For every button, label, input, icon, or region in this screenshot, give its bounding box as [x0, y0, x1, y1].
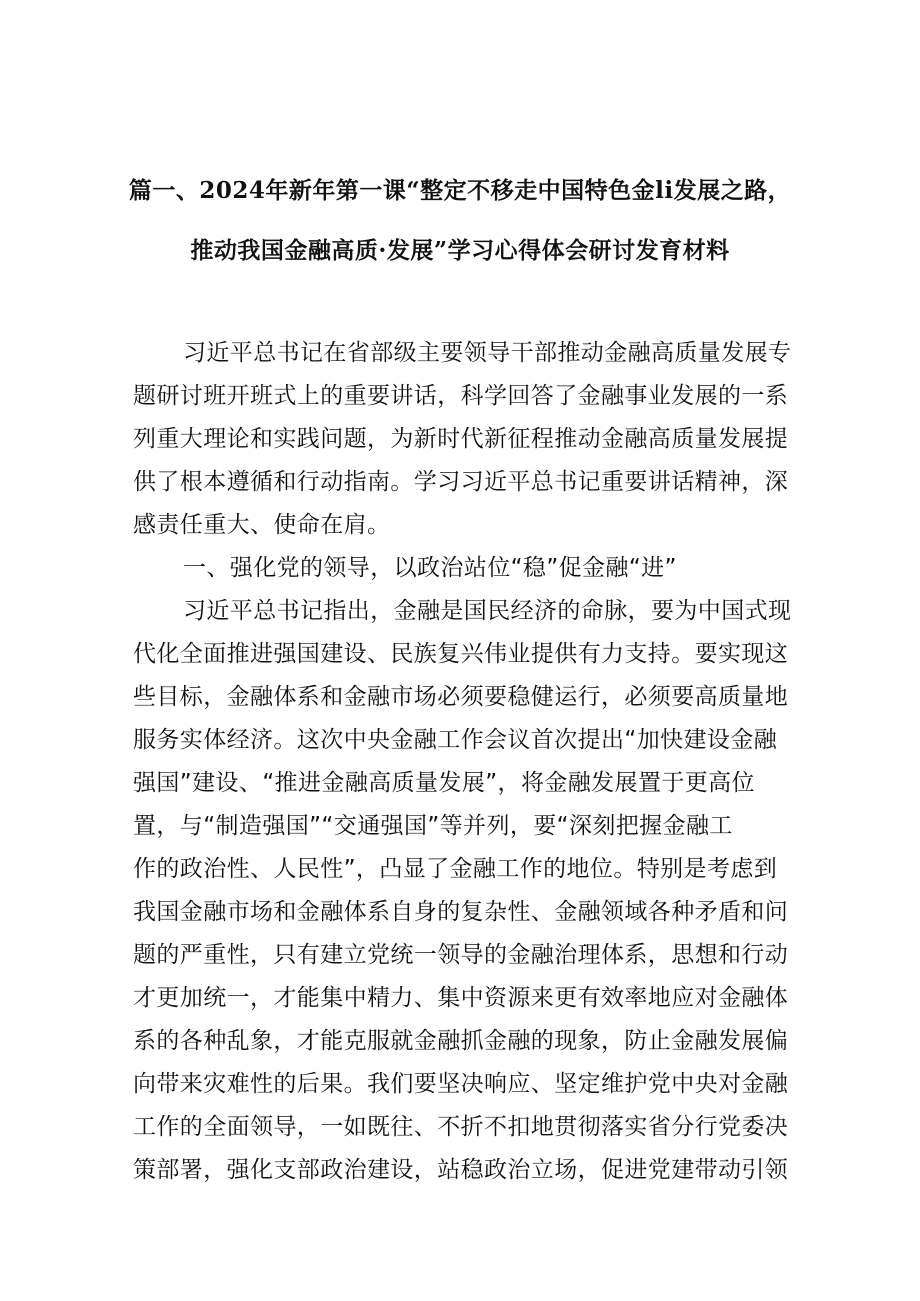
paragraph-line: 我国金融市场和金融体系自身的复杂性、金融领域各种矛盾和问 [133, 899, 789, 925]
paragraph-line: 系的各种乱象，才能克服就金融抓金融的现象，防止金融发展偏 [133, 1028, 789, 1054]
paragraph-line: 策部署，强化支部政治建设，站稳政治立场，促进党建带动引领 [133, 1157, 789, 1183]
paragraph-line: 些目标，金融体系和金融市场必须要稳健运行，必须要高质量地 [133, 684, 789, 710]
paragraph-line: 题的严重性，只有建立党统一领导的金融治理体系，思想和行动 [133, 942, 789, 968]
paragraph-line: 感责任重大、使命在肩。 [133, 512, 391, 538]
paragraph-line: 习近平总书记在省部级主要领导干部推动金融高质量发展专 [183, 340, 792, 366]
paragraph-line: 题研讨班开班式上的重要讲话，科学回答了金融事业发展的一系 [133, 383, 789, 409]
paragraph-line: 才更加统一，才能集中精力、集中资源来更有效率地应对金融体 [133, 985, 789, 1011]
paragraph-line: 服务实体经济。这次中央金融工作会议首次提出“加快建设金融 [133, 727, 778, 753]
paragraph-line: 习近平总书记指出，金融是国民经济的命脉，要为中国式现 [183, 598, 792, 624]
paragraph-line: 列重大理论和实践问题，为新时代新征程推动金融高质量发展提 [133, 426, 789, 452]
paragraph-line: 工作的全面领导，一如既往、不折不扣地贯彻落实省分行党委决 [133, 1114, 789, 1140]
document-title-line-2: 推动我国金融高质·发展”学习心得体会研讨发育材料 [190, 237, 730, 264]
paragraph-line: 向带来灾难性的后果。我们要坚决响应、坚定维护党中央对金融 [133, 1071, 789, 1097]
section-heading: 一、强化党的领导，以政治站位“稳”促金融“进” [183, 555, 677, 581]
paragraph-line: 代化全面推进强国建设、民族复兴伟业提供有力支持。要实现这 [133, 641, 789, 667]
paragraph-line: 供了根本遵循和行动指南。学习习近平总书记重要讲话精神，深 [133, 469, 789, 495]
paragraph-line: 作的政治性、人民性”，凸显了金融工作的地位。特别是考虑到 [133, 856, 778, 882]
document-title-line-1: 篇一、2024年新年第一课“整定不移走中国特色金li发展之路， [128, 177, 792, 204]
paragraph-line: 置，与“制造强国”“交通强国”等并列，要“深刻把握金融工 [133, 813, 733, 839]
paragraph-line: 强国”建设、“推进金融高质量发展”，将金融发展置于更高位 [133, 770, 755, 796]
